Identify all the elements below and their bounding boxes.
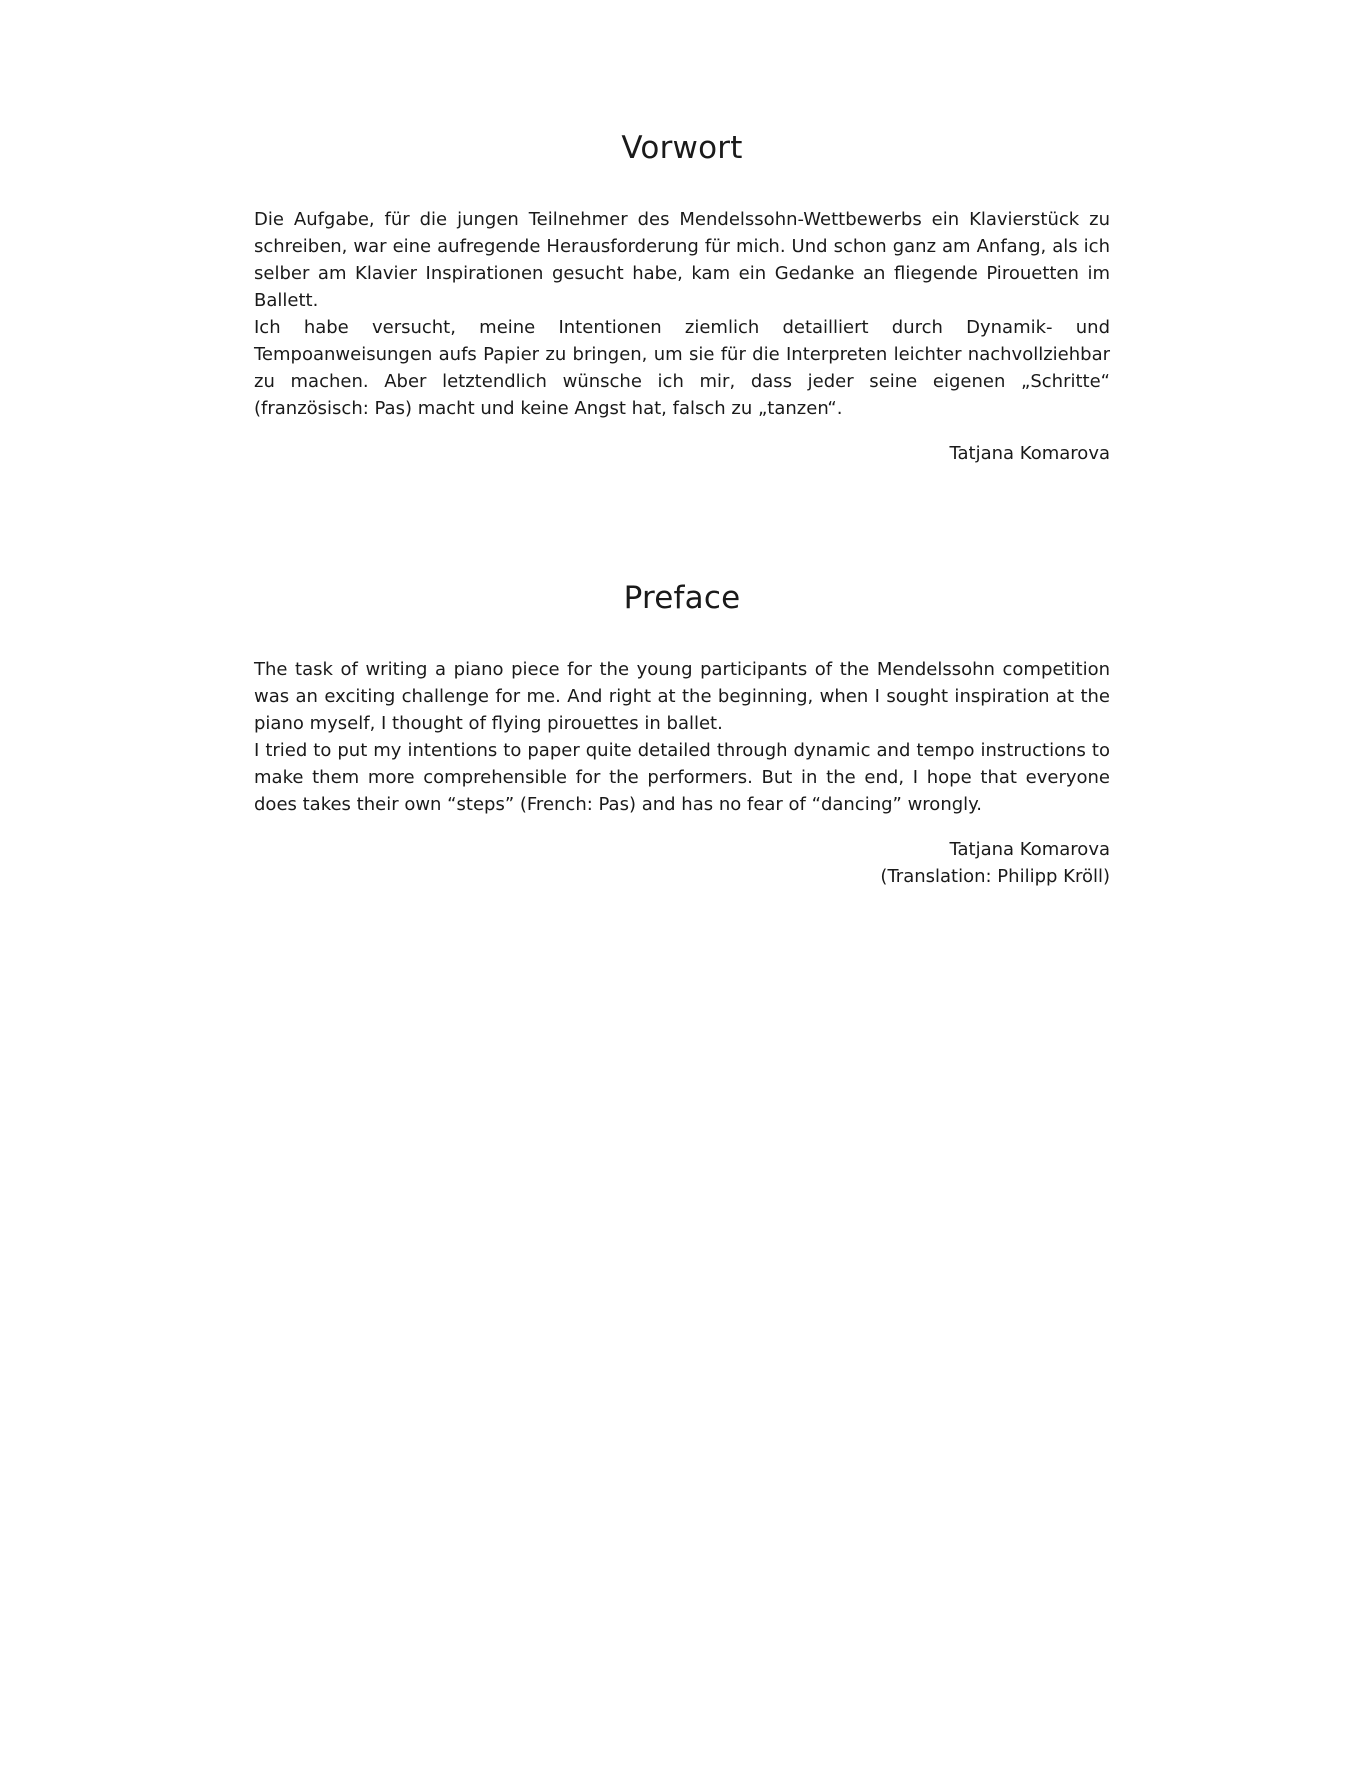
vorwort-author-name: Tatjana Komarova bbox=[949, 443, 1110, 464]
vorwort-signature bbox=[254, 440, 1110, 467]
vorwort-paragraph-2: Ich habe versucht, meine Intentionen ziemlich detailliert durch Dynamik- und Tempoanweisungen aufs Papier zu bringen, um sie für die Interpreten leichter nachvollziehbar zu machen. Aber letztendlich wünsche ich mir, dass jeder seine eigenen „Schritte“ (französisch: Pas) macht und keine Angst hat, falsch zu „tanzen“. bbox=[254, 317, 1110, 419]
preface-body bbox=[254, 656, 1110, 818]
preface-section bbox=[254, 578, 1110, 890]
vorwort-paragraph-1: Die Aufgabe, für die jungen Teilnehmer des Mendelssohn-Wettbewerbs ein Klavierstück zu schreiben, war eine aufregende Herausforderung für mich. Und schon ganz am Anfang, als ich selber am Klavier Inspirationen gesucht habe, kam ein Gedanke an fliegende Pirouetten im Ballett. bbox=[254, 209, 1110, 311]
vorwort-heading: Vorwort bbox=[621, 130, 743, 166]
preface-heading: Preface bbox=[623, 580, 741, 616]
preface-paragraph-2: I tried to put my intentions to paper quite detailed through dynamic and tempo instructions to make them more comprehensible for the performers. But in the end, I hope that everyone does takes their own “steps” (French: Pas) and has no fear of “dancing” wrongly. bbox=[254, 740, 1110, 815]
vorwort-section bbox=[254, 128, 1110, 467]
translation-credit: (Translation: Philipp Kröll) bbox=[880, 866, 1110, 887]
preface-author-name: Tatjana Komarova bbox=[949, 839, 1110, 860]
preface-paragraph-1: The task of writing a piano piece for the young participants of the Mendelssohn competition was an exciting challenge for me. And right at the beginning, when I sought inspiration at the piano myself, I thought of flying pirouettes in ballet. bbox=[254, 659, 1110, 734]
preface-signature bbox=[254, 836, 1110, 890]
vorwort-body bbox=[254, 206, 1110, 422]
